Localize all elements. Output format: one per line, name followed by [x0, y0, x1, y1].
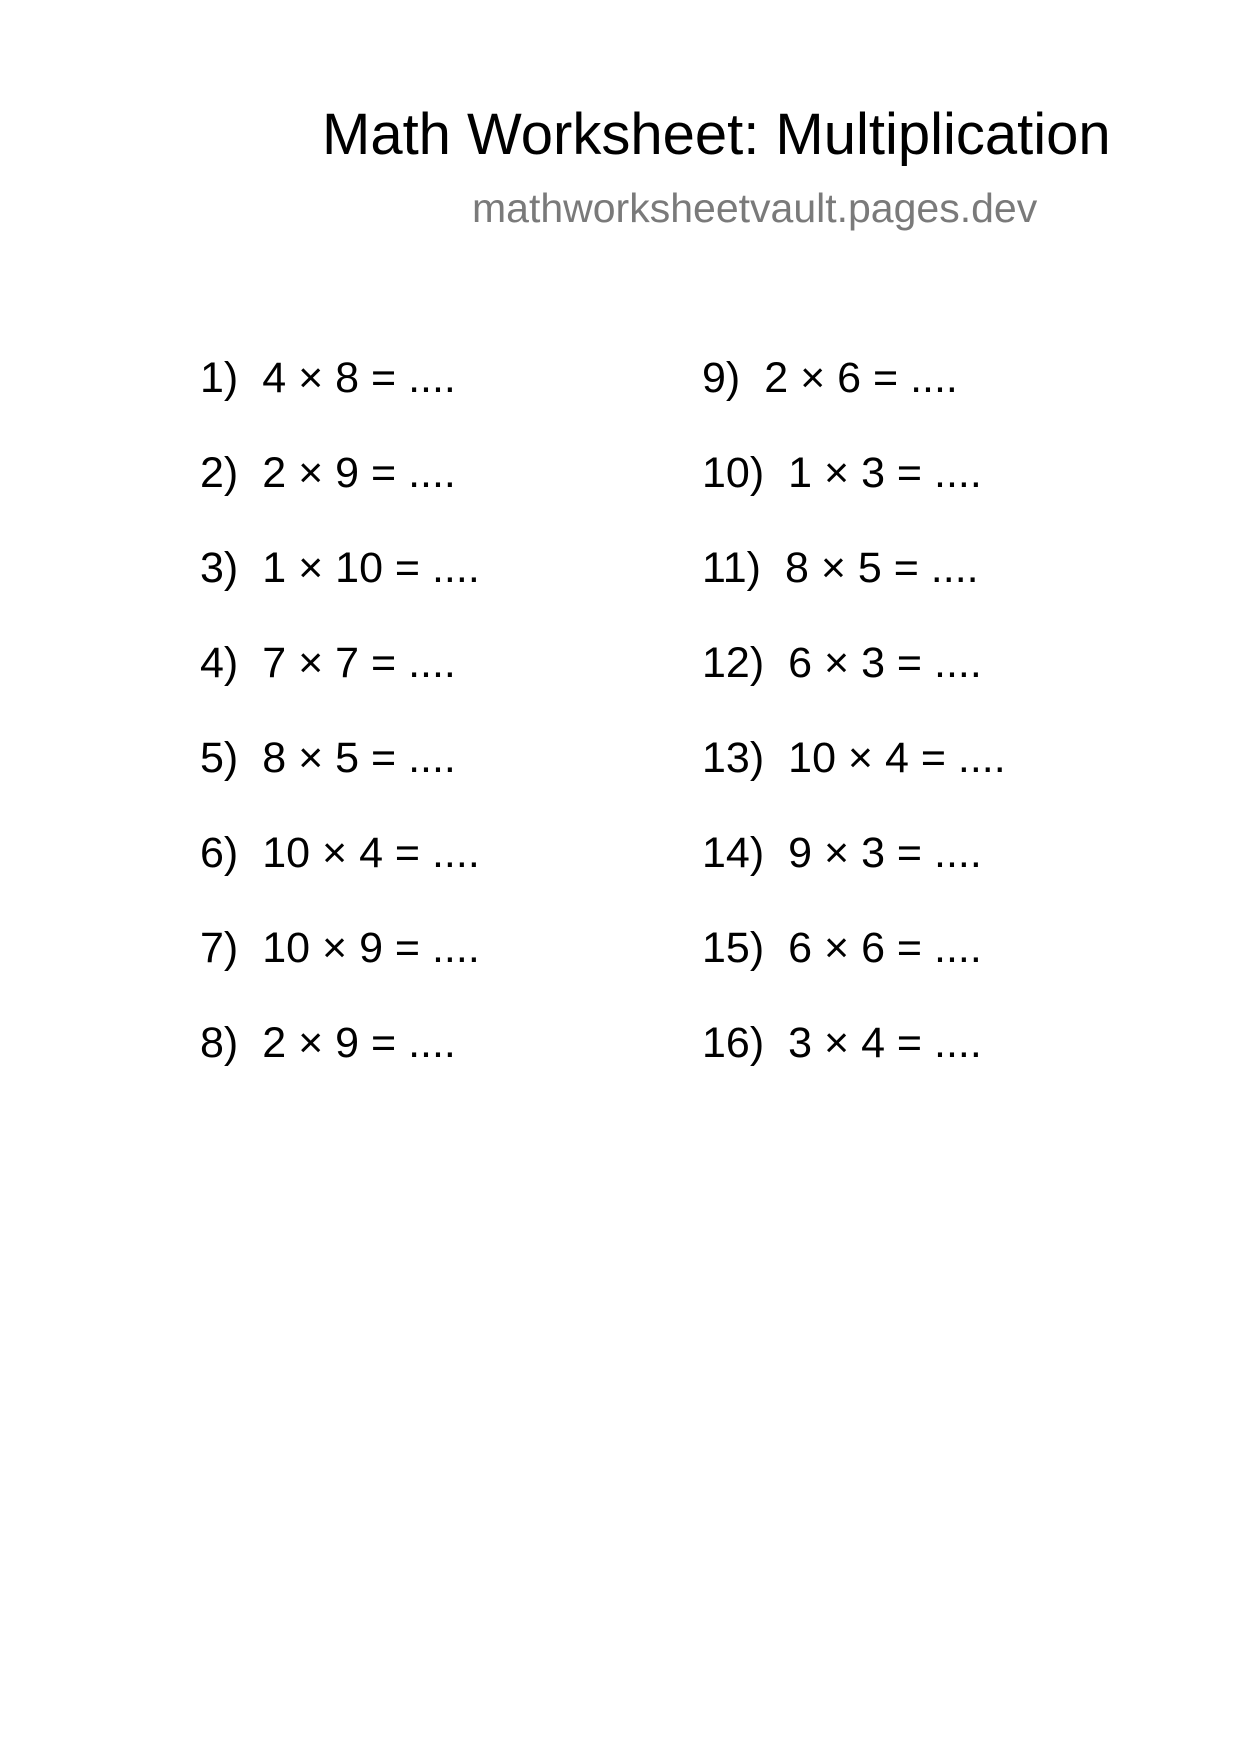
page-title: Math Worksheet: Multiplication [322, 102, 1111, 167]
page-subtitle: mathworksheetvault.pages.dev [472, 185, 1038, 231]
problem-expression: 1 × 10 = .... [262, 544, 480, 592]
problem-item [200, 542, 480, 637]
problem-expression: 10 × 9 = .... [262, 924, 480, 972]
problem-column-left [200, 352, 480, 1112]
problem-expression: 8 × 5 = .... [262, 734, 456, 782]
problem-number: 3) [200, 544, 239, 592]
problem-number: 7) [200, 924, 239, 972]
problem-number: 1) [200, 354, 239, 402]
problem-expression: 7 × 7 = .... [262, 639, 456, 687]
problem-expression: 8 × 5 = .... [784, 544, 979, 592]
problem-column-right [702, 352, 1006, 1112]
problem-number: 11) [702, 544, 761, 592]
problem-item [200, 637, 480, 732]
problem-number: 12) [702, 639, 765, 687]
problem-item [702, 827, 1006, 922]
problem-item [200, 447, 480, 542]
problem-number: 9) [702, 354, 741, 402]
problem-expression: 2 × 9 = .... [262, 1019, 456, 1067]
problem-number: 14) [702, 829, 765, 877]
problem-number: 5) [200, 734, 239, 782]
problem-item [702, 732, 1006, 827]
problem-item [200, 732, 480, 827]
problem-number: 4) [200, 639, 239, 687]
problem-item [702, 637, 1006, 732]
problem-expression: 2 × 9 = .... [262, 449, 456, 497]
problem-expression: 9 × 3 = .... [788, 829, 982, 877]
problem-expression: 1 × 3 = .... [788, 449, 982, 497]
problem-item [702, 447, 1006, 542]
problem-item [200, 352, 480, 447]
problem-expression: 6 × 3 = .... [788, 639, 982, 687]
problem-item [702, 352, 1006, 447]
problem-item [702, 1017, 1006, 1112]
problem-item [200, 922, 480, 1017]
problem-expression: 6 × 6 = .... [788, 924, 982, 972]
problem-expression: 2 × 6 = .... [764, 354, 958, 402]
problem-number: 15) [702, 924, 765, 972]
problem-number: 10) [702, 449, 765, 497]
problem-number: 16) [702, 1019, 765, 1067]
problem-number: 6) [200, 829, 239, 877]
problem-number: 13) [702, 734, 765, 782]
problem-number: 2) [200, 449, 239, 497]
problem-number: 8) [200, 1019, 239, 1067]
problem-item [200, 827, 480, 922]
problem-item [702, 542, 1006, 637]
problem-item [200, 1017, 480, 1112]
problem-expression: 10 × 4 = .... [262, 829, 480, 877]
problem-expression: 3 × 4 = .... [788, 1019, 982, 1067]
problem-expression: 4 × 8 = .... [262, 354, 456, 402]
problem-expression: 10 × 4 = .... [788, 734, 1006, 782]
problem-item [702, 922, 1006, 1017]
